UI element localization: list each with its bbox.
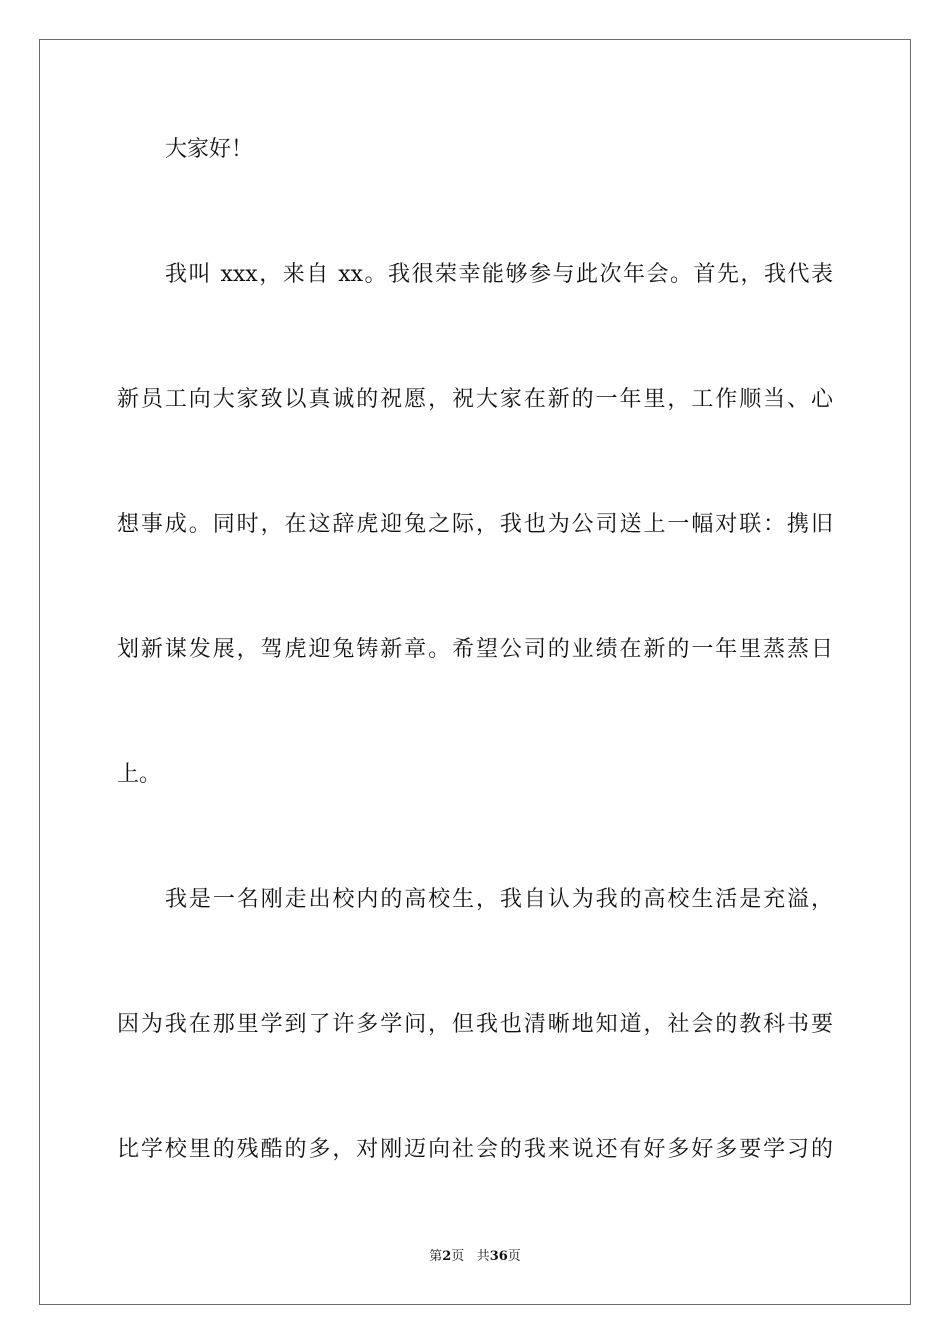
page-footer: [0, 1248, 950, 1266]
page-prefix: 第: [429, 1249, 443, 1264]
total-suffix: 页: [507, 1249, 521, 1264]
greeting-line: 大家好！: [165, 137, 254, 162]
paragraph-line: 比学校里的残酷的多，对刚迈向社会的我来说还有好多好多要学习的: [117, 1137, 833, 1162]
paragraph-line: 想事成。同时，在这辞虎迎兔之际，我也为公司送上一幅对联：携旧: [117, 512, 833, 537]
paragraph-line: 新员工向大家致以真诚的祝愿，祝大家在新的一年里，工作顺当、心: [117, 387, 833, 412]
paragraph-line: 因为我在那里学到了许多学问，但我也清晰地知道，社会的教科书要: [117, 1012, 833, 1037]
paragraph-line: 我叫 xxx，来自 xx。我很荣幸能够参与此次年会。首先，我代表: [165, 262, 833, 287]
paragraph-line: 上。: [117, 762, 162, 787]
paragraph-line: 划新谋发展，驾虎迎兔铸新章。希望公司的业绩在新的一年里蒸蒸日: [117, 637, 833, 662]
total-pages: 36: [489, 1249, 508, 1264]
page-number: 2: [442, 1249, 452, 1264]
page-suffix: 页: [451, 1249, 465, 1264]
paragraph-line: 我是一名刚走出校内的高校生，我自认为我的高校生活是充溢，: [165, 887, 833, 912]
total-prefix: 共: [476, 1249, 490, 1264]
page-border: [39, 39, 911, 1305]
